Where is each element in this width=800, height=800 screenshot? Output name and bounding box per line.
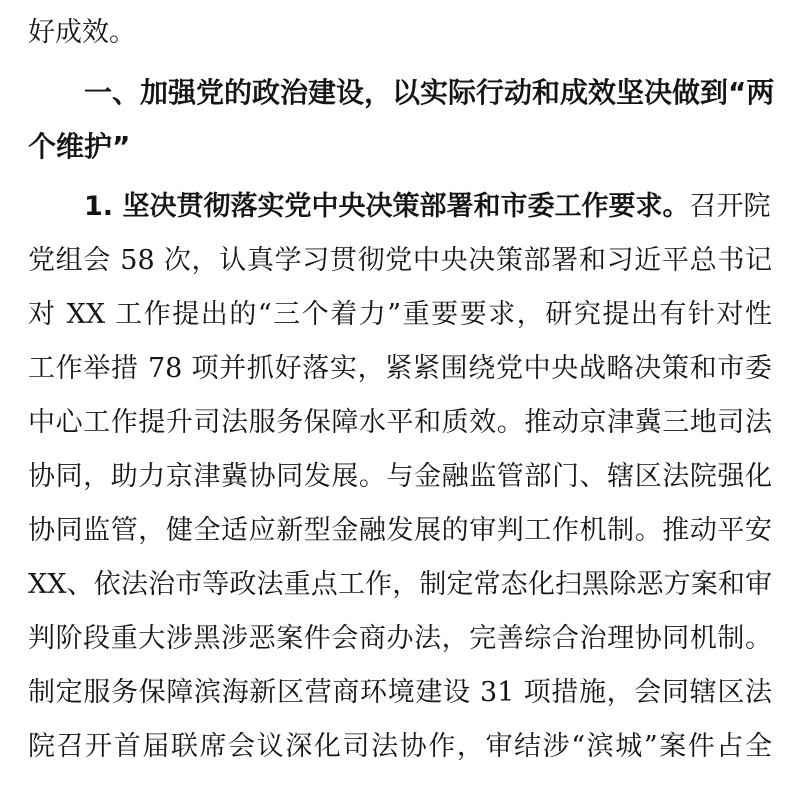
paragraph-first-line [0, 180, 800, 234]
paragraph-line: 院召开首届联席会议深化司法协作，审结涉“滨城”案件占全 [28, 731, 772, 762]
paragraph-line: XX、依法治市等政法重点工作，制定常态化扫黑除恶方案和审 [28, 569, 772, 600]
paragraph-line: 协同监管，健全适应新型金融发展的审判工作机制。推动平安 [28, 515, 772, 546]
continuation-line: 好成效。 [28, 17, 136, 48]
paragraph-first-line-rest: 召开院 [689, 191, 771, 222]
paragraph-line: 中心工作提升司法服务保障水平和质效。推动京津冀三地司法 [28, 407, 772, 438]
paragraph-subheading: 1. 坚决贯彻落实党中央决策部署和市委工作要求。 [84, 191, 690, 222]
paragraph-line: 制定服务保障滨海新区营商环境建设 31 项措施，会同辖区法 [28, 677, 772, 708]
section-heading-line-2: 个维护” [28, 130, 131, 163]
paragraph-line: 党组会 58 次，认真学习贯彻党中央决策部署和习近平总书记 [28, 245, 772, 276]
paragraph-line: 工作举措 78 项并抓好落实，紧紧围绕党中央战略决策和市委 [28, 353, 772, 384]
section-heading-line-1: 一、加强党的政治建设，以实际行动和成效坚决做到“两 [84, 76, 775, 109]
paragraph-line: 对 XX 工作提出的“三个着力”重要要求，研究提出有针对性 [28, 299, 772, 330]
paragraph-line: 协同，助力京津冀协同发展。与金融监管部门、辖区法院强化 [28, 461, 772, 492]
paragraph-line: 判阶段重大涉黑涉恶案件会商办法，完善综合治理协同机制。 [28, 623, 772, 654]
